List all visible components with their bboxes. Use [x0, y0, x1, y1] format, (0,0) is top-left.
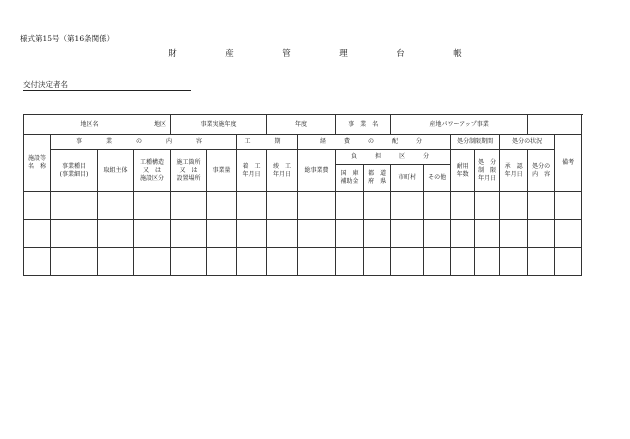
project-name-value: 産地パワーアップ事業	[391, 115, 528, 135]
cost-allocation-header: 経 費 の 配 分	[298, 135, 451, 150]
disposal-limit-date-header: 処 分 制 限 年月日	[475, 150, 500, 192]
year-suffix: 年度	[267, 115, 336, 135]
table-row	[24, 192, 582, 220]
document-title: 財 産 管 理 台 帳	[168, 49, 482, 59]
district-suffix: 地区	[154, 120, 167, 128]
group-header-row	[24, 135, 582, 150]
remarks-header: 備考	[555, 135, 582, 192]
top-right-blank	[528, 115, 582, 135]
sub-header-row	[24, 150, 582, 165]
total-cost-header: 総事業費	[298, 150, 336, 192]
fiscal-year-label: 事業実施年度	[171, 115, 267, 135]
useful-life-header: 耐用 年数	[451, 150, 475, 192]
municipality-header: 市町村	[391, 165, 424, 192]
prefecture-header: 都 道 府 県	[364, 165, 391, 192]
project-name-label: 事 業 名	[336, 115, 391, 135]
approval-date-header: 承 認 年月日	[500, 150, 528, 192]
project-type-header: 事業種目 (事業細目)	[51, 150, 98, 192]
form-number: 様式第15号（第16条関係）	[20, 34, 115, 43]
table-row	[24, 248, 582, 276]
table-row	[24, 220, 582, 248]
other-header: その他	[424, 165, 451, 192]
location-header: 施工箇所 又 は 設置場所	[171, 150, 207, 192]
grantee-name-field: 交付決定者名	[23, 80, 191, 91]
top-info-row	[24, 115, 582, 135]
facility-name-header: 施設等 名 称	[24, 135, 51, 192]
burden-category-header: 負 担 区 分	[336, 150, 451, 165]
district-cell	[24, 115, 171, 135]
quantity-header: 事業量	[207, 150, 237, 192]
national-subsidy-header: 国 庫 補助金	[336, 165, 364, 192]
business-content-header: 事 業 の 内 容	[51, 135, 237, 150]
disposal-status-header: 処分の状況	[500, 135, 555, 150]
disposal-content-header: 処分の 内 容	[528, 150, 555, 192]
structure-header: 工種構造 又 は 施設区分	[134, 150, 171, 192]
construction-period-header: 工 期	[237, 135, 298, 150]
district-label: 地区名	[80, 120, 99, 128]
disposal-limit-header: 処分制限期間	[451, 135, 500, 150]
property-ledger-table	[23, 114, 582, 276]
operator-header: 取組主体	[98, 150, 134, 192]
start-date-header: 着 工 年月日	[237, 150, 267, 192]
completion-date-header: 竣 工 年月日	[267, 150, 298, 192]
